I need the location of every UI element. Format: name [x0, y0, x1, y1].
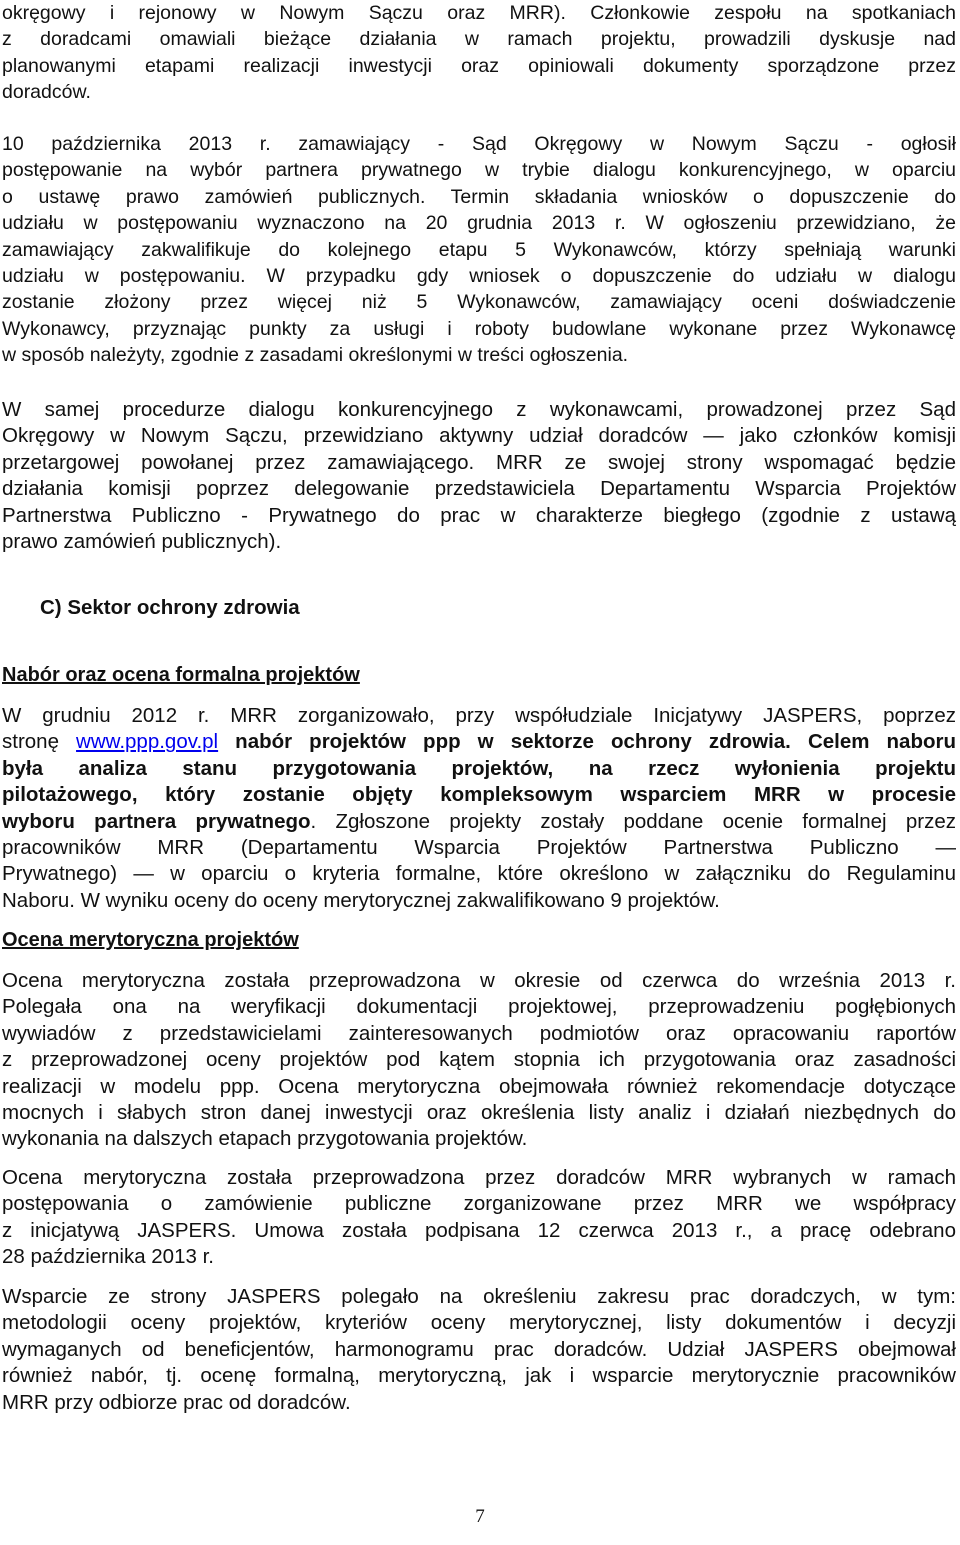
- paragraph-recruitment: [2, 703, 956, 914]
- text-line: [2, 729, 956, 755]
- text-line: zamawiający zakwalifikuje do kolejnego etapu 5 Wykonawców, którzy spełniają warunki: [2, 238, 956, 261]
- text-line: udziału w postępowaniu wyznaczono na 20 grudnia 2013 r. W ogłoszeniu przewidziano, że: [2, 212, 956, 235]
- text-line: planowanymi etapami realizacji inwestycji oraz opiniowali dokumenty sporządzone przez: [2, 54, 956, 77]
- text-span: . Zgłoszone projekty zostały poddane ocenie formalnej przez: [310, 809, 957, 833]
- paragraph-team-meetings: [2, 0, 956, 106]
- text-line: wymaganych od beneficjentów, harmonogramu prac doradców. Udział JASPERS obejmował: [2, 1337, 956, 1361]
- text-line: również nabór, tj. ocenę formalną, merytoryczną, jak i wsparcie merytorycznie pracowników: [2, 1364, 956, 1388]
- bold-text: wyboru partnera prywatnego: [2, 809, 311, 833]
- bold-text: była analiza stanu przygotowania projektów, na rzecz wyłonienia projektu: [2, 756, 956, 780]
- text-line: mocnych i słabych stron danej inwestycji oraz określenia listy analiz i działań niezbędnych do: [2, 1101, 956, 1125]
- text-line: Wsparcie ze strony JASPERS polegało na określeniu zakresu prac doradczych, w tym:: [2, 1285, 956, 1308]
- text-line: przetargowej powołanej przez zamawiającego. MRR ze swojej strony wspomagać będzie: [2, 450, 956, 474]
- paragraph-advisors: [2, 1165, 956, 1271]
- text-line: działania komisji poprzez delegowanie przedstawiciela Departamentu Wsparcia Projektów: [2, 477, 956, 501]
- text-line: doradców.: [2, 81, 91, 104]
- text-line: wykonania na dalszych etapach przygotowania projektów.: [2, 1127, 528, 1151]
- subheading-recruitment: Nabór oraz ocena formalna projektów: [2, 664, 360, 686]
- paragraph-competitive-dialogue: [2, 397, 956, 555]
- text-line: z inicjatywą JASPERS. Umowa została podpisana 12 czerwca 2013 r., a pracę odebrano: [2, 1218, 956, 1242]
- text-line: MRR przy odbiorze prac od doradców.: [2, 1390, 351, 1414]
- text-line: Partnerstwa Publiczno - Prywatnego do prac w charakterze biegłego (zgodnie z ustawą: [2, 503, 956, 527]
- text-line: udziału w postępowaniu. W przypadku gdy wniosek o dopuszczenie do udziału w dialogu: [2, 265, 956, 288]
- text-line: w sposób należyty, zgodnie z zasadami określonymi w treści ogłoszenia.: [2, 344, 629, 367]
- paragraph-jaspers-support: [2, 1284, 956, 1416]
- bold-text: nabór projektów ppp w sektorze ochrony zdrowia. Celem naboru: [218, 730, 957, 754]
- text-line: wywiadów z przedstawicielami zainteresowanych podmiotów oraz opracowaniu raportów: [2, 1021, 956, 1045]
- text-line: o ustawę prawo zamówień publicznych. Termin składania wniosków o dopuszczenie do: [2, 185, 956, 208]
- page-number: 7: [475, 1506, 485, 1527]
- text-line: W samej procedurze dialogu konkurencyjnego z wykonawcami, prowadzonej przez Sąd: [2, 398, 956, 421]
- text-line: 28 października 2013 r.: [2, 1245, 214, 1269]
- text-line: z doradcami omawiali bieżące działania w ramach projektu, prowadzili dyskusje nad: [2, 28, 956, 51]
- text-line: Wykonawcy, przyznając punkty za usługi i roboty budowlane wykonane przez Wykonawcę: [2, 317, 956, 340]
- text-line: postępowanie na wybór partnera prywatnego w trybie dialogu konkurencyjnego, w oparciu: [2, 159, 956, 182]
- text-line: okręgowy i rejonowy w Nowym Sączu oraz MRR). Członkowie zespołu na spotkaniach: [2, 2, 956, 24]
- text-line: Okręgowy w Nowym Sączu, przewidziano aktywny udział doradców — jako członków komisji: [2, 424, 956, 448]
- paragraph-merit-evaluation: [2, 968, 956, 1153]
- text-line: [2, 756, 956, 782]
- text-line: postępowania o zamówienie publiczne zorganizowane przez MRR we współpracy: [2, 1192, 956, 1216]
- paragraph-tender-announcement: [2, 131, 956, 369]
- text-line: pracowników MRR (Departamentu Wsparcia Projektów Partnerstwa Publiczno —: [2, 836, 956, 860]
- text-line: [2, 782, 956, 808]
- text-line: z przeprowadzonej oceny projektów pod kątem stopnia ich przygotowania oraz zasadności: [2, 1048, 956, 1072]
- text-line: zostanie złożony przez więcej niż 5 Wykonawców, zamawiający oceni doświadczenie: [2, 291, 956, 314]
- text-line: Prywatnego) — w oparciu o kryteria formalne, które określono w załączniku do Regulaminu: [2, 862, 956, 886]
- text-line: W grudniu 2012 r. MRR zorganizowało, przy współudziale Inicjatywy JASPERS, poprzez: [2, 704, 956, 727]
- subheading-merit-evaluation: Ocena merytoryczna projektów: [2, 929, 299, 951]
- text-line: realizacji w modelu ppp. Ocena merytoryczna obejmowała również rekomendacje dotyczące: [2, 1074, 956, 1098]
- text-line: Ocena merytoryczna została przeprowadzona w okresie od czerwca do września 2013 r.: [2, 969, 956, 992]
- text-line: prawo zamówień publicznych).: [2, 530, 282, 554]
- text-line: [2, 809, 956, 835]
- bold-text: pilotażowego, który zostanie objęty kompleksowym wsparciem MRR w procesie: [2, 783, 956, 807]
- text-line: Polegała ona na weryfikacji dokumentacji projektowej, przeprowadzeniu pogłębionych: [2, 995, 956, 1019]
- text-line: 10 października 2013 r. zamawiający - Sąd Okręgowy w Nowym Sączu - ogłosił: [2, 133, 956, 155]
- text-span: stronę: [2, 730, 77, 754]
- text-line: Ocena merytoryczna została przeprowadzona przez doradców MRR wybranych w ramach: [2, 1166, 956, 1189]
- ppp-website-link[interactable]: www.ppp.gov.pl: [76, 730, 219, 754]
- text-line: metodologii oceny projektów, kryteriów oceny merytorycznej, listy dokumentów i decyzji: [2, 1311, 956, 1335]
- text-line: Naboru. W wyniku oceny do oceny merytorycznej zakwalifikowano 9 projektów.: [2, 888, 720, 912]
- section-heading: C) Sektor ochrony zdrowia: [40, 596, 300, 619]
